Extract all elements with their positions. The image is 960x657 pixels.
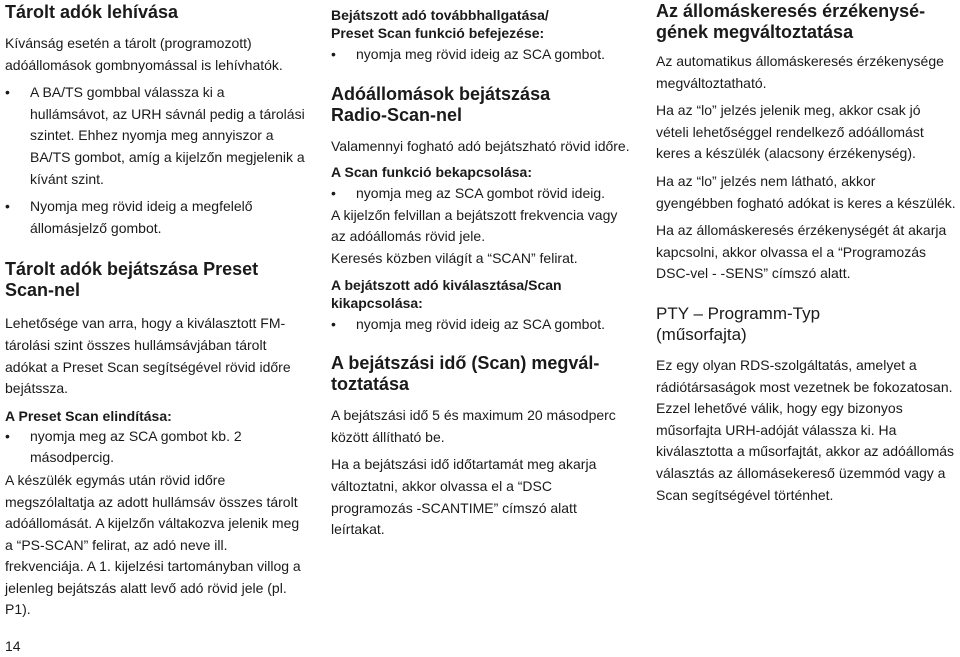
- recall-intro: Kívánság esetén a tárolt (programozott) adóállomások gombnyomással is lehívhatók.: [5, 35, 283, 73]
- bullet-dot: •: [5, 198, 10, 215]
- lo-shown-para: Ha az “lo” jelzés jelenik meg, akkor csak jó vételi lehetőséggel rendelkező adóállomást keres a készülék (alacsony érzékenység).: [656, 102, 924, 162]
- subheading-continue-listening: Bejátszott adó továbbhallgatása/ Preset Scan funkció befejezése:: [331, 7, 549, 41]
- bullet-bats: • A BA/TS gombbal válassza ki a hullámsávot, az URH sávnál pedig a tárolási szintet. Ehhez nyomja meg annyiszor a BA/TS gombot, amíg a kijelzőn megjelenik a kívánt szint.: [5, 84, 305, 187]
- display-flash-para: A kijelzőn felvillan a bejátszott frekvencia vagy az adóállomás rövid jele.: [331, 206, 618, 245]
- preset-scan-para: Lehetősége van arra, hogy a kiválasztott FM-tárolási szint összes hullámsávjában tárolt adókat a Preset Scan segítségével rövid időre bejátssza.: [5, 315, 291, 397]
- heading-pty: PTY – Programm-Typ (műsorfajta): [656, 303, 821, 344]
- heading-seek-sensitivity: Az állomáskeresés érzékenysé- gének megváltoztatása: [656, 1, 926, 42]
- heading-preset-scan: Tárolt adók bejátszása Preset Scan-nel: [5, 259, 259, 301]
- scan-time-range-para: A bejátszási idő 5 és maximum 20 másodperc között állítható be.: [331, 407, 616, 445]
- subheading-scan-off: A bejátszott adó kiválasztása/Scan kikapcsolása:: [331, 276, 562, 311]
- page-number: 14: [5, 638, 21, 654]
- sensitivity-intro: Az automatikus állomáskeresés érzékenysége megváltoztatható.: [656, 53, 944, 91]
- bullet-sca-2sec: • nyomja meg az SCA gombot kb. 2 másodpercig.: [5, 427, 242, 466]
- bullet-dot: •: [5, 84, 10, 101]
- bullet-dot: •: [331, 315, 336, 332]
- sensitivity-switch-para: Ha az állomáskeresés érzékenységét át akarja kapcsolni, akkor olvassa el a “Programozás DSC-vel - -SENS” címszó alatt.: [656, 222, 947, 282]
- pty-description: Ez egy olyan RDS-szolgáltatás, amelyet a rádiótársaságok most vezetnek be fokozatosan. Ezzel lehetővé válik, hogy egy bizonyos műsorfajta URH-adóját válassza ki. Ha kiválasztotta a műsorfajtát, akkor az adóállomás választás az állomásekereső üzemmód vagy a Scan segítségével történhet.: [656, 356, 955, 503]
- scan-time-change-para: Ha a bejátszási idő időtartamát meg akarja változtatni, akkor olvassa el a “DSC programozás -SCANTIME” címszó alatt leírtakat.: [331, 456, 597, 538]
- lo-hidden-para: Ha az “lo” jelzés nem látható, akkor gyengébben fogható adókat is keres a készülék.: [656, 172, 956, 211]
- bullet-station-button: • Nyomja meg rövid ideig a megfelelő állomásjelző gombot.: [5, 198, 253, 236]
- subheading-preset-scan-start: A Preset Scan elindítása:: [5, 407, 172, 424]
- column-2: [331, 0, 631, 541]
- bullet-dot: •: [331, 46, 336, 62]
- column-3: [656, 0, 956, 506]
- bullet-sca-on: • nyomja meg az SCA gombot rövid ideig.: [331, 183, 631, 205]
- bullet-sca-off: • nyomja meg rövid ideig az SCA gombot.: [331, 314, 631, 336]
- scan-indicator-para: Keresés közben világít a “SCAN” felirat.: [331, 249, 578, 266]
- radio-scan-para: Valamennyi fogható adó bejátszható rövid időre.: [331, 137, 630, 154]
- heading-scan-time: A bejátszási idő (Scan) megvál- toztatása: [331, 353, 600, 395]
- bullet-sca-short: • nyomja meg rövid ideig az SCA gombot.: [331, 44, 631, 66]
- preset-scan-description: A készülék egymás után rövid időre megszólaltatja az adott hullámsáv összes tárolt adóállomását. A kijelzőn váltakozva jelenik meg a “PS-SCAN” felirat, az adó neve ill. frekvenciája. A 1. kijelzési tartományban villog a jelenleg bejátszás alatt levő adó rövid jele (pl. P1).: [5, 471, 301, 618]
- heading-radio-scan: Adóállomások bejátszása Radio-Scan-nel: [331, 83, 551, 125]
- subheading-scan-on: A Scan funkció bekapcsolása:: [331, 164, 532, 181]
- column-1: [5, 0, 305, 621]
- heading-recall-stored-stations: Tárolt adók lehívása: [5, 2, 179, 22]
- bullet-dot: •: [331, 185, 336, 202]
- bullet-dot: •: [5, 427, 10, 444]
